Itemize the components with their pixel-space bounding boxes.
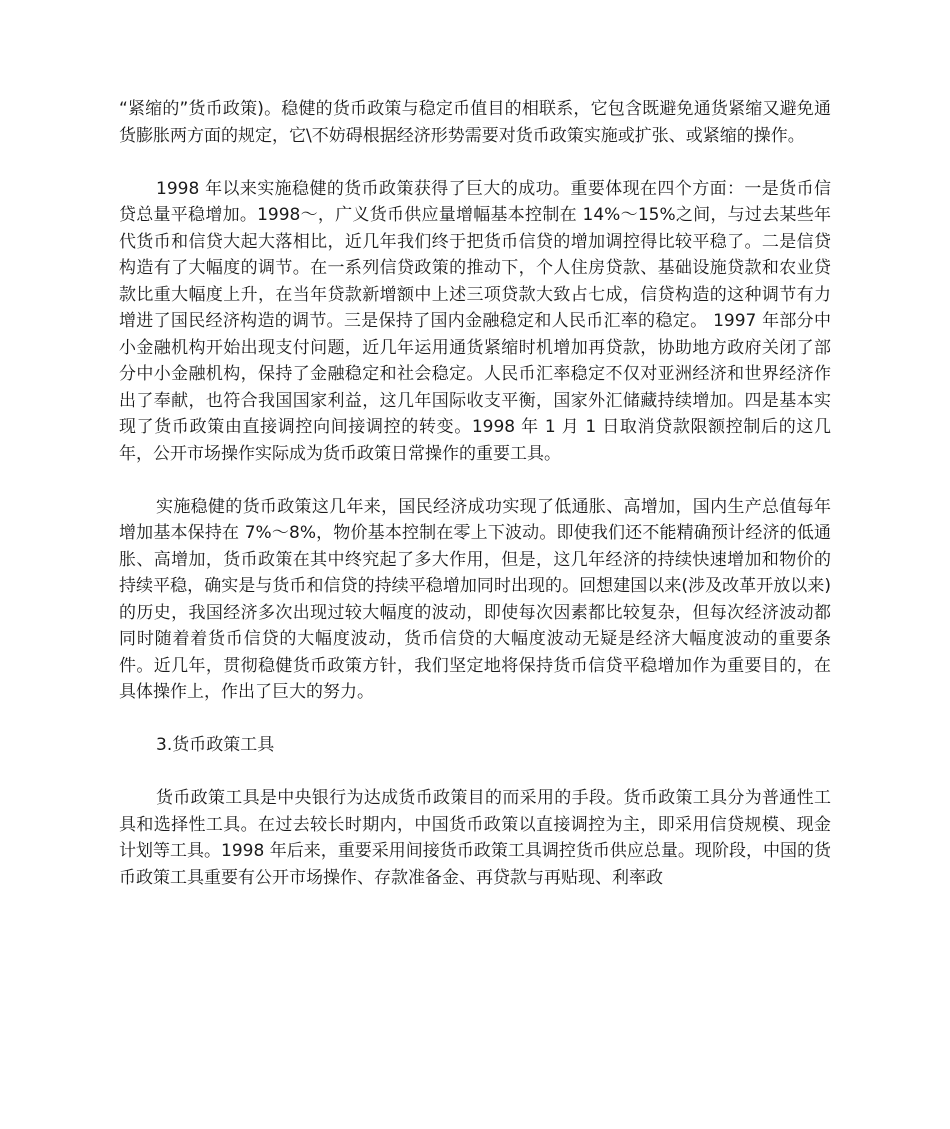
paragraph-policy-tools: 货币政策工具是中央银行为达成货币政策目的而采用的手段。货币政策工具分为普通性工具和选择性工具。在过去较长时期内，中国货币政策以直接调控为主，即采用信贷规模、现金计划等工具。1998 年后来，重要采用间接货币政策工具调控货币供应总量。现阶段，中国的货币政策工具重要有公开市场操作、存款准备金、再贷款与再贴现、利率政 xyxy=(119,788,831,888)
document-body xyxy=(119,96,831,918)
section-heading: 3.货币政策工具 xyxy=(156,735,275,755)
paragraph-continuation: “紧缩的”货币政策)。稳健的货币政策与稳定币值目的相联系，它包含既避免通货紧缩又避免通货膨胀两方面的规定，它\不妨碍根据经济形势需要对货币政策实施或扩张、或紧缩的操作。 xyxy=(119,99,831,146)
paragraph-policy-success: 1998 年以来实施稳健的货币政策获得了巨大的成功。重要体现在四个方面：一是货币信贷总量平稳增加。1998～，广义货币供应量增幅基本控制在 14%～15%之间，与过去某些年代货币和信贷大起大落相比，近几年我们终于把货币信贷的增加调控得比较平稳了。二是信贷构造有了大幅度的调节。在一系列信贷政策的推动下，个人住房贷款、基础设施贷款和农业贷款比重大幅度上升，在当年贷款新增额中上述三项贷款大致占七成，信贷构造的这种调节有力增进了国民经济构造的调节。三是保持了国内金融稳定和人民币汇率的稳定。 1997 年部分中小金融机构开始出现支付问题，近几年运用通货紧缩时机增加再贷款，协助地方政府关闭了部分中小金融机构，保持了金融稳定和社会稳定。人民币汇率稳定不仅对亚洲经济和世界经济作出了奉献，也符合我国国家利益，这几年国际收支平衡，国家外汇储藏持续增加。四是基本实现了货币政策由直接调控向间接调控的转变。1998 年 1 月 1 日取消贷款限额控制后的这几年，公开市场操作实际成为货币政策日常操作的重要工具。 xyxy=(119,178,831,464)
paragraph-economic-outcome: 实施稳健的货币政策这几年来，国民经济成功实现了低通胀、高增加，国内生产总值每年增加基本保持在 7%～8%，物价基本控制在零上下波动。即使我们还不能精确预计经济的低通胀、高增加，货币政策在其中终究起了多大作用，但是，这几年经济的持续快速增加和物价的持续平稳，确实是与货币和信贷的持续平稳增加同时出现的。回想建国以来(涉及改革开放以来)的历史，我国经济多次出现过较大幅度的波动，即使每次因素都比较复杂，但每次经济波动都同时随着着货币信贷的大幅度波动，货币信贷的大幅度波动无疑是经济大幅度波动的重要条件。近几年，贯彻稳健货币政策方针，我们坚定地将保持货币信贷平稳增加作为重要目的，在具体操作上，作出了巨大的努力。 xyxy=(119,496,831,702)
